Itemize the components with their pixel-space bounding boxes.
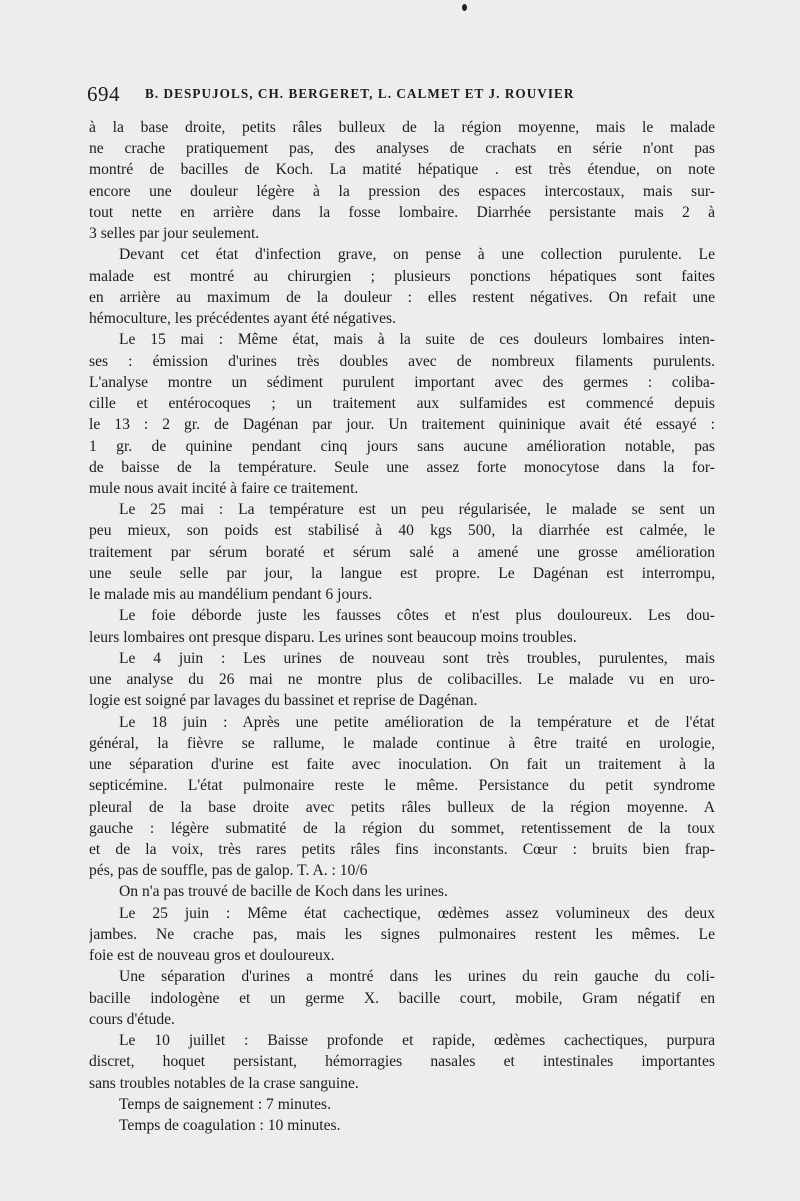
- text-line: Temps de coagulation : 10 minutes.: [119, 1117, 341, 1135]
- text-line: tout nette en arrière dans la fosse lombaire. Diarrhée persistante mais 2 à: [89, 203, 715, 221]
- text-line: On n'a pas trouvé de bacille de Koch dans les urines.: [119, 883, 448, 901]
- text-line: pleural de la base droite avec petits râles bulleux de la région moyenne. A: [89, 798, 715, 816]
- paragraph: [89, 117, 715, 244]
- text-line: malade est montré au chirurgien ; plusieurs ponctions hépatiques sont faites: [89, 267, 715, 285]
- text-line: traitement par sérum boraté et sérum salé a amené une grosse amélioration: [89, 543, 715, 561]
- text-line: bacille indologène et un germe X. bacille court, mobile, Gram négatif en: [89, 989, 715, 1007]
- body-text: [89, 117, 715, 1136]
- text-line: encore une douleur légère à la pression des espaces intercostaux, mais sur-: [89, 182, 715, 200]
- text-line: Le 15 mai : Même état, mais à la suite de ces douleurs lombaires inten-: [119, 331, 715, 349]
- text-line: leurs lombaires ont presque disparu. Les urines sont beaucoup moins troubles.: [89, 628, 577, 646]
- text-line: Temps de saignement : 7 minutes.: [119, 1095, 331, 1113]
- text-line: à la base droite, petits râles bulleux de la région moyenne, mais le malade: [89, 119, 715, 136]
- text-line: le 13 : 2 gr. de Dagénan par jour. Un traitement quininique avait été essayé :: [89, 416, 715, 434]
- text-line: ses : émission d'urines très doubles avec de nombreux filaments purulents.: [89, 352, 715, 370]
- text-line: une analyse du 26 mai ne montre plus de colibacilles. Le malade vu en uro-: [89, 671, 715, 689]
- text-line: 1 gr. de quinine pendant cinq jours sans aucune amélioration notable, pas: [89, 437, 715, 455]
- text-line: jambes. Ne crache pas, mais les signes pulmonaires restent les mêmes. Le: [89, 925, 715, 943]
- text-line: le malade mis au mandélium pendant 6 jours.: [89, 586, 373, 604]
- text-line: cours d'étude.: [89, 1010, 175, 1028]
- paragraph: [89, 648, 715, 712]
- text-line: logie est soigné par lavages du bassinet et reprise de Dagénan.: [89, 692, 478, 710]
- text-line: sans troubles notables de la crase sanguine.: [89, 1074, 359, 1092]
- page-number: 694: [87, 82, 120, 106]
- text-line: Le 25 mai : La température est un peu régularisée, le malade se sent un: [119, 501, 715, 519]
- ink-speck: [462, 4, 467, 11]
- paragraph: [89, 244, 715, 329]
- text-line: Devant cet état d'infection grave, on pense à une collection purulente. Le: [119, 246, 715, 264]
- paragraph: [89, 329, 715, 499]
- paragraph: [89, 966, 715, 1030]
- text-line: discret, hoquet persistant, hémorragies nasales et intestinales importantes: [89, 1053, 715, 1071]
- text-line: hémoculture, les précédentes ayant été négatives.: [89, 310, 396, 328]
- text-line: pés, pas de souffle, pas de galop. T. A. : 10/6: [89, 862, 368, 880]
- paragraph: [89, 881, 715, 902]
- text-line: Le 10 juillet : Baisse profonde et rapide, œdèmes cachectiques, purpura: [119, 1032, 715, 1050]
- text-line: foie est de nouveau gros et douloureux.: [89, 947, 335, 965]
- text-line: Le foie déborde juste les fausses côtes et n'est plus douloureux. Les dou-: [119, 607, 715, 625]
- text-line: ne crache pratiquement pas, des analyses de crachats en série n'ont pas: [89, 140, 715, 158]
- text-line: L'analyse montre un sédiment purulent important avec des germes : coliba-: [89, 373, 715, 391]
- paragraph: [89, 1030, 715, 1094]
- page-header: [87, 82, 717, 106]
- paragraph: [89, 712, 715, 882]
- text-line: 3 selles par jour seulement.: [89, 225, 260, 243]
- text-line: général, la fièvre se rallume, le malade continue à être traité en urologie,: [89, 734, 715, 752]
- text-line: une seule selle par jour, la langue est propre. Le Dagénan est interrompu,: [89, 564, 715, 582]
- paragraph: [89, 499, 715, 605]
- text-line: de baisse de la température. Seule une assez forte monocytose dans la for-: [89, 458, 715, 476]
- paragraph: [89, 1115, 715, 1136]
- text-line: Le 4 juin : Les urines de nouveau sont très troubles, purulentes, mais: [119, 649, 715, 667]
- text-line: Le 25 juin : Même état cachectique, œdèmes assez volumineux des deux: [119, 904, 715, 922]
- paragraph: [89, 605, 715, 647]
- text-line: et de la voix, très rares petits râles fins inconstants. Cœur : bruits bien frap-: [89, 840, 715, 858]
- text-line: Le 18 juin : Après une petite amélioration de la température et de l'état: [119, 713, 715, 731]
- text-line: peu mieux, son poids est stabilisé à 40 kgs 500, la diarrhée est calmée, le: [89, 522, 715, 540]
- text-line: septicémine. L'état pulmonaire reste le même. Persistance du petit syndrome: [89, 777, 715, 795]
- text-line: Une séparation d'urines a montré dans les urines du rein gauche du coli-: [119, 968, 715, 986]
- text-line: montré de bacilles de Koch. La matité hépatique . est très étendue, on note: [89, 161, 715, 179]
- text-line: une séparation d'urine est faite avec inoculation. On fait un traitement à la: [89, 756, 715, 774]
- text-line: cille et entérocoques ; un traitement aux sulfamides est commencé depuis: [89, 395, 715, 413]
- running-title: B. DESPUJOLS, CH. BERGERET, L. CALMET ET J. ROUVIER: [145, 86, 575, 101]
- text-line: mule nous avait incité à faire ce traitement.: [89, 479, 359, 497]
- text-line: gauche : légère submatité de la région du sommet, retentissement de la toux: [89, 819, 715, 837]
- paragraph: [89, 1094, 715, 1115]
- text-line: en arrière au maximum de la douleur : elles restent négatives. On refait une: [89, 288, 715, 306]
- paragraph: [89, 903, 715, 967]
